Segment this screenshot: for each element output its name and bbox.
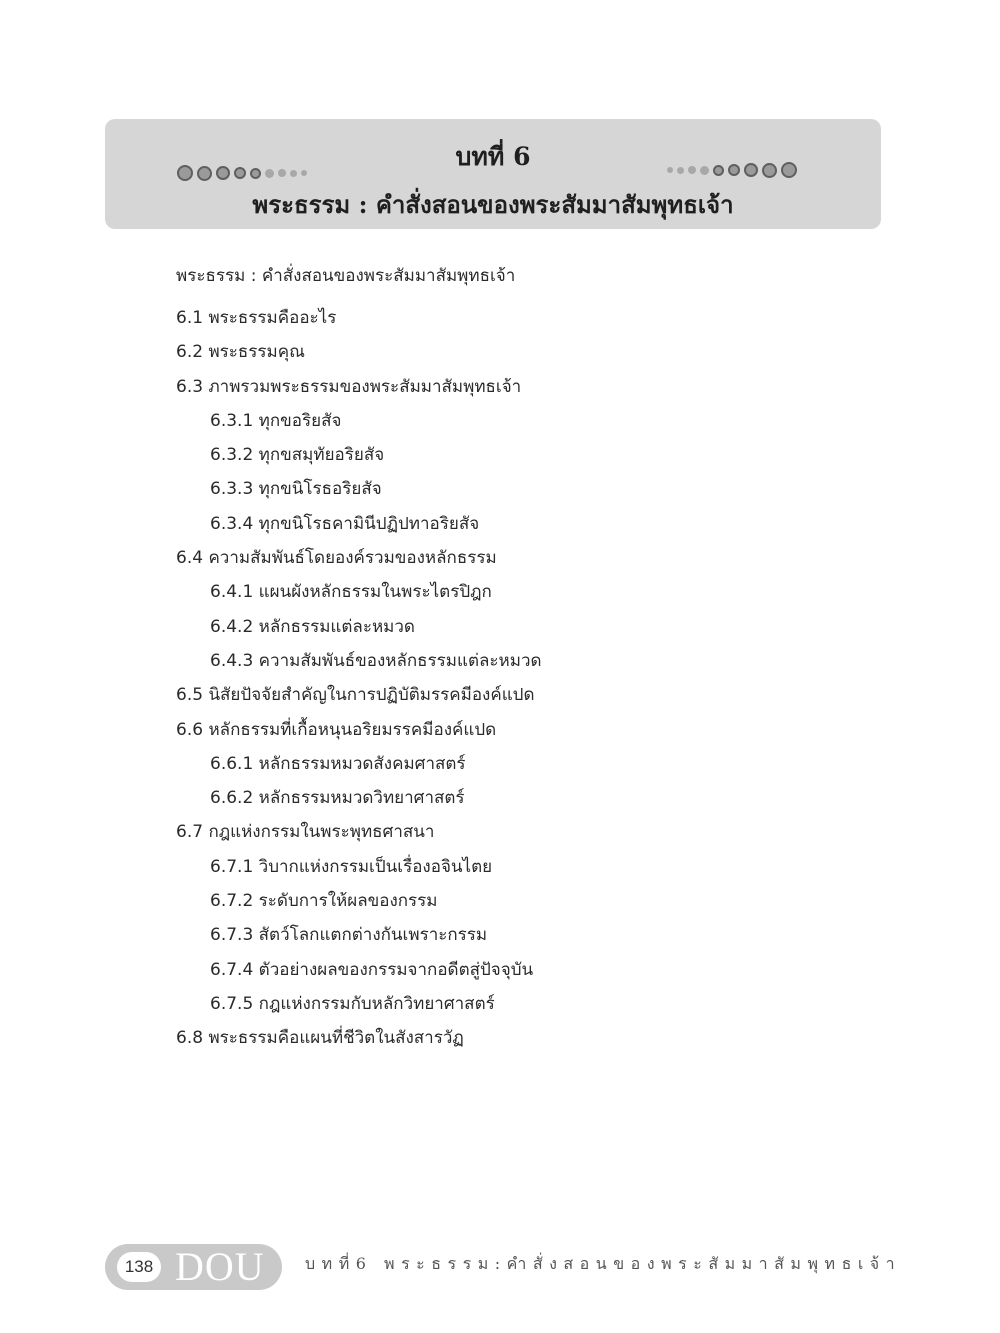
running-head: บทที่6 พระธรรม:คำสั่งสอนของพระสัมมาสัมพุทธเจ้า: [305, 1254, 902, 1273]
toc-item: 6.7.5 กฎแห่งกรรมกับหลักวิทยาศาสตร์: [210, 993, 495, 1014]
toc-item: 6.3.1 ทุกขอริยสัจ: [210, 410, 342, 431]
toc-item: 6.4.3 ความสัมพันธ์ของหลักธรรมแต่ละหมวด: [210, 650, 542, 671]
toc-item: 6.6 หลักธรรมที่เกื้อหนุนอริยมรรคมีองค์แปด: [176, 719, 497, 740]
toc-item: 6.3.4 ทุกขนิโรธคามินีปฏิปทาอริยสัจ: [210, 513, 480, 534]
decorative-dot: [781, 162, 797, 178]
decorative-dot: [265, 169, 274, 178]
toc-item: 6.4.1 แผนผังหลักธรรมในพระไตรปิฎก: [210, 582, 492, 603]
toc-item: 6.6.2 หลักธรรมหมวดวิทยาศาสตร์: [210, 788, 465, 809]
toc-item: 6.1 พระธรรมคืออะไร: [176, 308, 337, 328]
toc-item: 6.2 พระธรรมคุณ: [176, 342, 305, 363]
decorative-dot: [677, 167, 684, 174]
table-of-contents: [176, 259, 896, 1056]
decorative-dot: [250, 168, 261, 179]
page-number: 138: [117, 1252, 161, 1282]
toc-item: 6.4 ความสัมพันธ์โดยองค์รวมของหลักธรรม: [176, 548, 497, 569]
chapter-header: [105, 119, 881, 229]
decorative-dot: [762, 163, 777, 178]
brand-logo: DOU: [175, 1244, 265, 1289]
toc-intro: พระธรรม : คำสั่งสอนของพระสัมมาสัมพุทธเจ้า: [176, 266, 516, 286]
toc-item: 6.5 นิสัยปัจจัยสำคัญในการปฏิบัติมรรคมีองค์แปด: [176, 685, 535, 706]
decorative-dot: [744, 163, 758, 177]
decorative-dot: [301, 170, 307, 176]
toc-item: 6.4.2 หลักธรรมแต่ละหมวด: [210, 616, 415, 637]
decorative-dot: [713, 165, 724, 176]
toc-item: 6.3.3 ทุกขนิโรธอริยสัจ: [210, 479, 382, 500]
decorative-dot: [700, 166, 709, 175]
decorative-dot: [667, 167, 673, 173]
chapter-title: พระธรรม : คำสั่งสอนของพระสัมมาสัมพุทธเจ้า: [252, 190, 734, 219]
toc-item: 6.7.1 วิบากแห่งกรรมเป็นเรื่องอจินไตย: [210, 856, 493, 877]
decorative-dots-right: [667, 162, 797, 178]
footer-badge: [105, 1244, 282, 1290]
decorative-dot: [197, 166, 212, 181]
toc-item: 6.7.3 สัตว์โลกแตกต่างกันเพราะกรรม: [210, 925, 488, 946]
toc-item: 6.7 กฎแห่งกรรมในพระพุทธศาสนา: [176, 822, 435, 843]
decorative-dot: [728, 164, 740, 176]
toc-item: 6.6.1 หลักธรรมหมวดสังคมศาสตร์: [210, 753, 466, 774]
decorative-dot: [278, 169, 286, 177]
decorative-dot: [234, 167, 246, 179]
decorative-dot: [290, 170, 297, 177]
decorative-dots-left: [177, 165, 307, 181]
decorative-dot: [177, 165, 193, 181]
toc-item: 6.3 ภาพรวมพระธรรมของพระสัมมาสัมพุทธเจ้า: [176, 376, 522, 397]
toc-item: 6.8 พระธรรมคือแผนที่ชีวิตในสังสารวัฏ: [176, 1028, 464, 1049]
chapter-number: บทที่ 6: [455, 142, 531, 171]
toc-item: 6.7.4 ตัวอย่างผลของกรรมจากอดีตสู่ปัจจุบัน: [210, 959, 534, 980]
toc-list: [176, 301, 896, 1056]
toc-item: 6.7.2 ระดับการให้ผลของกรรม: [210, 891, 438, 912]
decorative-dot: [216, 166, 230, 180]
toc-item: 6.3.2 ทุกขสมุทัยอริยสัจ: [210, 445, 385, 466]
decorative-dot: [688, 166, 696, 174]
page-footer: [105, 1240, 905, 1290]
